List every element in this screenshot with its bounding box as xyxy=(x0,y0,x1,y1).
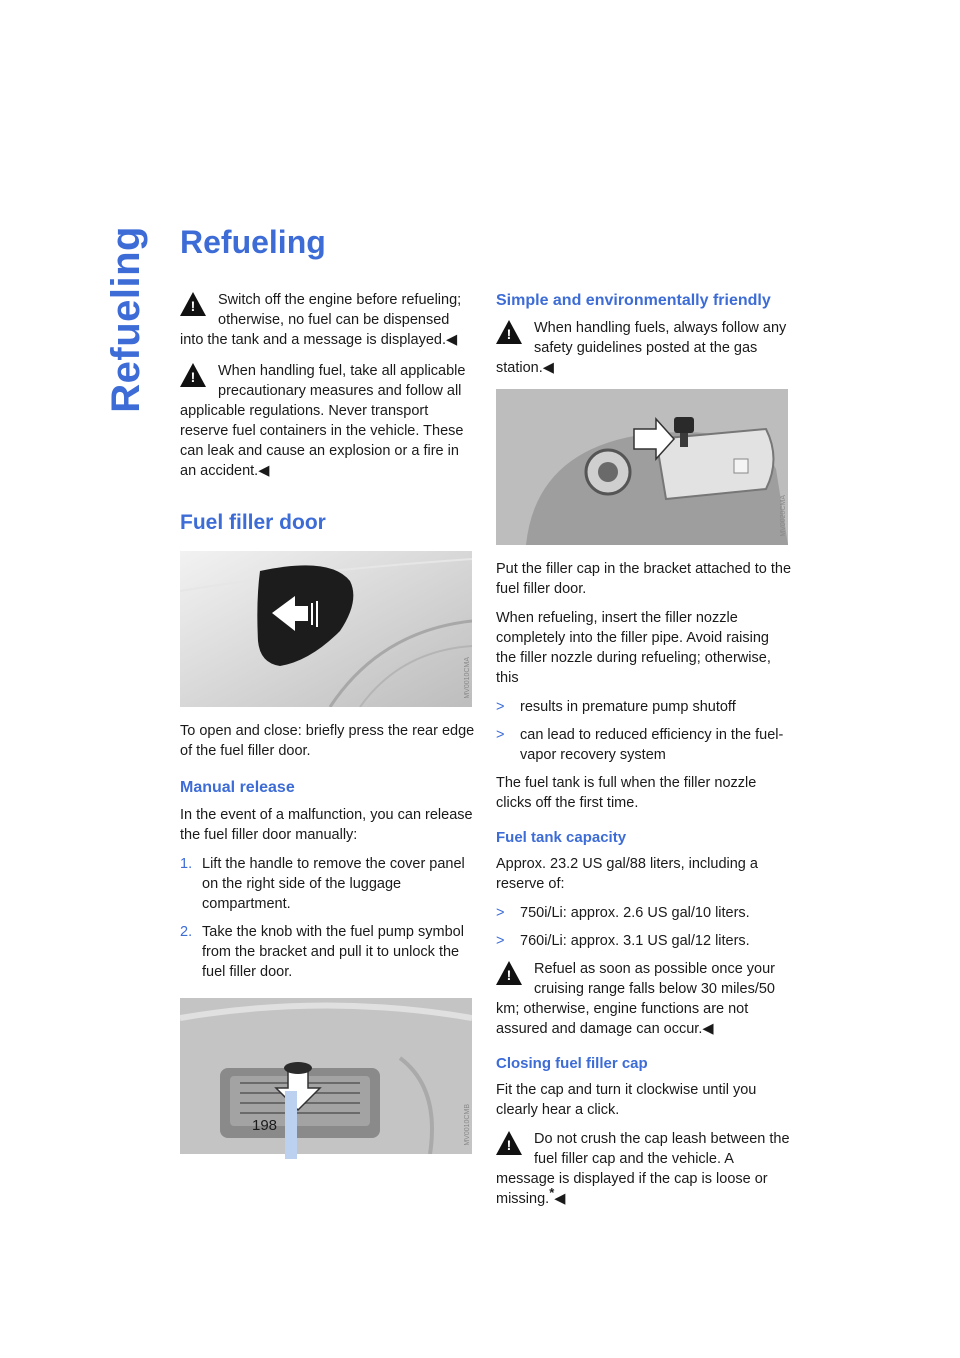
list-item xyxy=(496,697,791,717)
fuel-filler-door-illustration xyxy=(180,551,472,707)
warning-cruising-range xyxy=(496,959,791,1039)
list-item xyxy=(496,931,791,951)
warning-triangle-icon xyxy=(180,292,206,316)
page-number: 198 xyxy=(252,1117,278,1134)
manual-release-intro: In the event of a malfunction, you can release the fuel filler door manually: xyxy=(180,807,473,843)
section-heading-fuel-filler-door: Fuel filler door xyxy=(180,511,326,534)
capacity-list xyxy=(496,903,791,951)
subheading-fuel-tank-capacity: Fuel tank capacity xyxy=(496,829,627,846)
page-title: Refueling xyxy=(180,224,326,260)
bullet-mark: > xyxy=(496,905,505,921)
end-mark: ◀ xyxy=(554,1191,566,1207)
step-number: 2. xyxy=(180,924,193,940)
step-number: 1. xyxy=(180,856,193,872)
list-item xyxy=(496,903,791,923)
page-number-bar xyxy=(285,1091,297,1159)
figure-manual-release xyxy=(180,998,472,1154)
section-side-tab-label: Refueling xyxy=(103,226,148,413)
figure-code: MV0020CMA xyxy=(780,495,787,537)
manual-release-steps xyxy=(180,854,475,982)
bullet-mark: > xyxy=(496,699,505,715)
figure-code: MV0010CMB xyxy=(464,1104,471,1146)
capacity-text: Approx. 23.2 US gal/88 liters, including a reserve of: xyxy=(496,856,758,892)
manual-release-illustration xyxy=(180,998,472,1154)
warning-engine-off xyxy=(180,290,475,350)
warning-triangle-icon xyxy=(496,961,522,985)
warning-triangle-icon xyxy=(180,363,206,387)
end-mark: ◀ xyxy=(258,463,270,479)
refuel-effects-list xyxy=(496,697,791,765)
section-side-tab xyxy=(96,226,156,566)
warning-text: When handling fuel, take all applicable precautionary measures and follow all applicable regulations. Never transport reserve fuel containers in the vehicle. These can leak and cause an explosion or a fire in an accident. xyxy=(180,363,466,479)
figure-fuel-filler-door xyxy=(180,551,472,707)
warning-text: Switch off the engine before refueling; otherwise, no fuel can be dispensed into the tank and a message is displayed. xyxy=(180,292,462,348)
filler-cap-illustration xyxy=(496,389,788,545)
warning-triangle-icon xyxy=(496,320,522,344)
warning-triangle-icon xyxy=(496,1131,522,1155)
subheading-closing-cap: Closing fuel filler cap xyxy=(496,1055,648,1072)
list-item-text: results in premature pump shutoff xyxy=(520,699,736,715)
left-column xyxy=(180,290,475,1168)
step-text: Take the knob with the fuel pump symbol from the bracket and pull it to unlock the fuel filler door. xyxy=(202,924,464,980)
step-item xyxy=(180,854,475,914)
list-item-text: can lead to reduced efficiency in the fuel-vapor recovery system xyxy=(520,727,784,763)
closing-text: Fit the cap and turn it clockwise until you clearly hear a click. xyxy=(496,1082,757,1118)
tank-full-text: The fuel tank is full when the filler nozzle clicks off the first time. xyxy=(496,775,757,811)
warning-text: Do not crush the cap leash between the fuel filler cap and the vehicle. A message is displayed if the cap is loose or missing. xyxy=(496,1131,790,1207)
bullet-mark: > xyxy=(496,727,505,743)
optional-equipment-star: * xyxy=(549,1185,555,1201)
list-item-text: 760i/Li: approx. 3.1 US gal/12 liters. xyxy=(520,933,750,949)
warning-handling-fuel xyxy=(180,361,475,481)
filler-cap-text: Put the filler cap in the bracket attached to the fuel filler door. xyxy=(496,561,792,597)
warning-safety-guidelines xyxy=(496,318,791,378)
subheading-simple-friendly: Simple and environmentally friendly xyxy=(496,292,771,309)
subheading-manual-release: Manual release xyxy=(180,779,295,796)
figure-code: MV0010CMA xyxy=(464,657,471,699)
step-item xyxy=(180,922,475,982)
bullet-mark: > xyxy=(496,933,505,949)
open-close-text: To open and close: briefly press the rear edge of the fuel filler door. xyxy=(180,723,475,759)
end-mark: ◀ xyxy=(446,332,458,348)
end-mark: ◀ xyxy=(542,360,554,376)
warning-text: When handling fuels, always follow any safety guidelines posted at the gas station. xyxy=(496,320,787,376)
figure-filler-cap xyxy=(496,389,788,545)
list-item-text: 750i/Li: approx. 2.6 US gal/10 liters. xyxy=(520,905,750,921)
refueling-text: When refueling, insert the filler nozzle completely into the filler pipe. Avoid raising the filler nozzle during refueling; otherwise, this xyxy=(496,610,771,686)
right-column xyxy=(496,290,791,1220)
list-item xyxy=(496,725,791,765)
step-text: Lift the handle to remove the cover panel on the right side of the luggage compartment. xyxy=(202,856,465,912)
warning-text: Refuel as soon as possible once your cruising range falls below 30 miles/50 km; otherwise, engine functions are not assured and damage can occur. xyxy=(496,961,776,1037)
warning-cap-leash xyxy=(496,1129,791,1209)
end-mark: ◀ xyxy=(702,1021,714,1037)
